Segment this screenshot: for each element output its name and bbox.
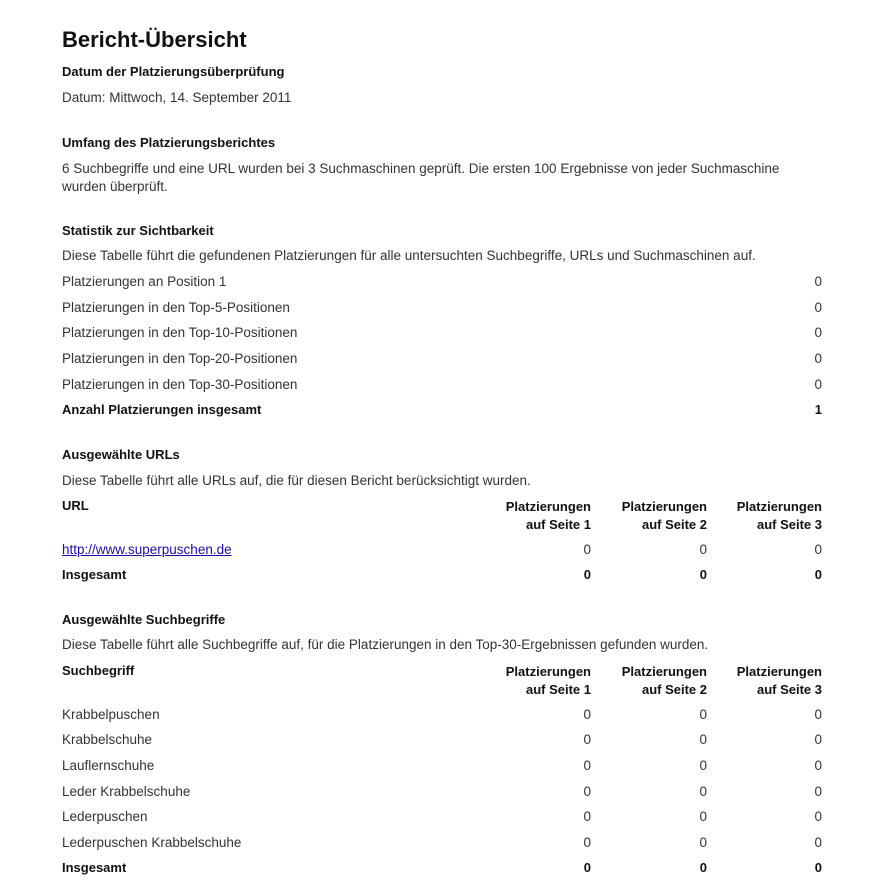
total-label: Insgesamt — [62, 860, 127, 875]
cell-page2: 0 — [699, 809, 707, 824]
visibility-total-value: 1 — [814, 402, 822, 417]
keywords-col-page3 — [712, 663, 822, 699]
cell-page3: 0 — [814, 542, 822, 557]
urls-table-header — [62, 498, 822, 534]
visibility-row — [62, 351, 822, 369]
urls-heading: Ausgewählte URLs — [62, 447, 180, 462]
cell-page2: 0 — [699, 707, 707, 722]
keywords-col-page2-line2: auf Seite 2 — [641, 682, 707, 697]
keywords-col-page2-line1: Platzierungen — [621, 664, 707, 679]
cell-page2: 0 — [699, 542, 707, 557]
total-page3: 0 — [814, 567, 822, 582]
cell-page1: 0 — [583, 732, 591, 747]
visibility-row — [62, 300, 822, 318]
urls-col-page3-line1: Platzierungen — [736, 499, 822, 514]
keywords-table-header — [62, 663, 822, 699]
visibility-row — [62, 377, 822, 395]
cell-page2: 0 — [699, 784, 707, 799]
keywords-heading: Ausgewählte Suchbegriffe — [62, 612, 226, 627]
scope-heading: Umfang des Platzierungsberichtes — [62, 135, 276, 150]
keyword-name: Lederpuschen Krabbelschuhe — [62, 835, 242, 850]
visibility-row — [62, 325, 822, 343]
visibility-row-value: 0 — [814, 377, 822, 392]
visibility-row-value: 0 — [814, 300, 822, 315]
urls-description: Diese Tabelle führt alle URLs auf, die für diesen Bericht berücksichtigt wurden. — [62, 473, 531, 488]
urls-col-page1 — [481, 498, 591, 534]
table-row — [62, 835, 822, 853]
cell-page3: 0 — [814, 732, 822, 747]
table-row — [62, 809, 822, 827]
keyword-name: Krabbelschuhe — [62, 732, 153, 747]
table-row — [62, 758, 822, 776]
table-row — [62, 732, 822, 750]
cell-page1: 0 — [583, 758, 591, 773]
keyword-name: Krabbelpuschen — [62, 707, 160, 722]
table-row — [62, 542, 822, 560]
visibility-row-label: Platzierungen an Position 1 — [62, 274, 227, 289]
visibility-row-label: Platzierungen in den Top-20-Positionen — [62, 351, 298, 366]
urls-col-page2-line2: auf Seite 2 — [641, 517, 707, 532]
urls-col-page1-line1: Platzierungen — [505, 499, 591, 514]
date-text: Datum: Mittwoch, 14. September 2011 — [62, 90, 292, 105]
keyword-name: Leder Krabbelschuhe — [62, 784, 191, 799]
visibility-row — [62, 274, 822, 292]
total-page3: 0 — [814, 860, 822, 875]
keyword-name: Lederpuschen — [62, 809, 148, 824]
urls-col-page2-line1: Platzierungen — [621, 499, 707, 514]
keywords-col-page1-line2: auf Seite 1 — [525, 682, 591, 697]
cell-page2: 0 — [699, 732, 707, 747]
keyword-name: Lauflernschuhe — [62, 758, 155, 773]
date-heading: Datum der Platzierungsüberprüfung — [62, 64, 285, 79]
visibility-row-value: 0 — [814, 325, 822, 340]
visibility-row-label: Platzierungen in den Top-10-Positionen — [62, 325, 298, 340]
cell-page3: 0 — [814, 784, 822, 799]
visibility-total-label: Anzahl Platzierungen insgesamt — [62, 402, 262, 417]
keywords-total-row — [62, 860, 822, 878]
visibility-row-label: Platzierungen in den Top-5-Positionen — [62, 300, 290, 315]
table-row — [62, 784, 822, 802]
cell-page1: 0 — [583, 835, 591, 850]
cell-page1: 0 — [583, 707, 591, 722]
cell-page3: 0 — [814, 707, 822, 722]
keywords-col-page2 — [597, 663, 707, 699]
urls-col-page3-line2: auf Seite 3 — [756, 517, 822, 532]
total-page2: 0 — [699, 567, 707, 582]
table-row — [62, 707, 822, 725]
cell-page1: 0 — [583, 809, 591, 824]
visibility-row-value: 0 — [814, 351, 822, 366]
keywords-col-page1 — [481, 663, 591, 699]
url-link[interactable]: http://www.superpuschen.de — [62, 542, 232, 557]
visibility-total-row — [62, 402, 822, 420]
total-page2: 0 — [699, 860, 707, 875]
cell-page1: 0 — [583, 784, 591, 799]
total-page1: 0 — [583, 860, 591, 875]
urls-col-page1-line2: auf Seite 1 — [525, 517, 591, 532]
cell-page2: 0 — [699, 758, 707, 773]
cell-page1: 0 — [583, 542, 591, 557]
total-page1: 0 — [583, 567, 591, 582]
keywords-description: Diese Tabelle führt alle Suchbegriffe auf, für die Platzierungen in den Top-30-Ergebnissen gefunden wurden. — [62, 637, 709, 652]
keywords-col-term: Suchbegriff — [62, 663, 135, 678]
visibility-row-value: 0 — [814, 274, 822, 289]
total-label: Insgesamt — [62, 567, 127, 582]
visibility-row-label: Platzierungen in den Top-30-Positionen — [62, 377, 298, 392]
visibility-heading: Statistik zur Sichtbarkeit — [62, 223, 214, 238]
cell-page2: 0 — [699, 835, 707, 850]
keywords-col-page1-line1: Platzierungen — [505, 664, 591, 679]
cell-page3: 0 — [814, 835, 822, 850]
urls-total-row — [62, 567, 822, 585]
urls-col-url: URL — [62, 498, 89, 513]
scope-text: 6 Suchbegriffe und eine URL wurden bei 3 Suchmaschinen geprüft. Die ersten 100 Ergebnisse von jeder Suchmaschine wurden überprüft. — [62, 161, 780, 194]
urls-col-page3 — [712, 498, 822, 534]
cell-page3: 0 — [814, 758, 822, 773]
keywords-col-page3-line1: Platzierungen — [736, 664, 822, 679]
cell-page3: 0 — [814, 809, 822, 824]
page-title: Bericht-Übersicht — [62, 27, 247, 52]
keywords-col-page3-line2: auf Seite 3 — [756, 682, 822, 697]
visibility-description: Diese Tabelle führt die gefundenen Platzierungen für alle untersuchten Suchbegriffe, URLs und Suchmaschinen auf. — [62, 248, 756, 263]
urls-col-page2 — [597, 498, 707, 534]
